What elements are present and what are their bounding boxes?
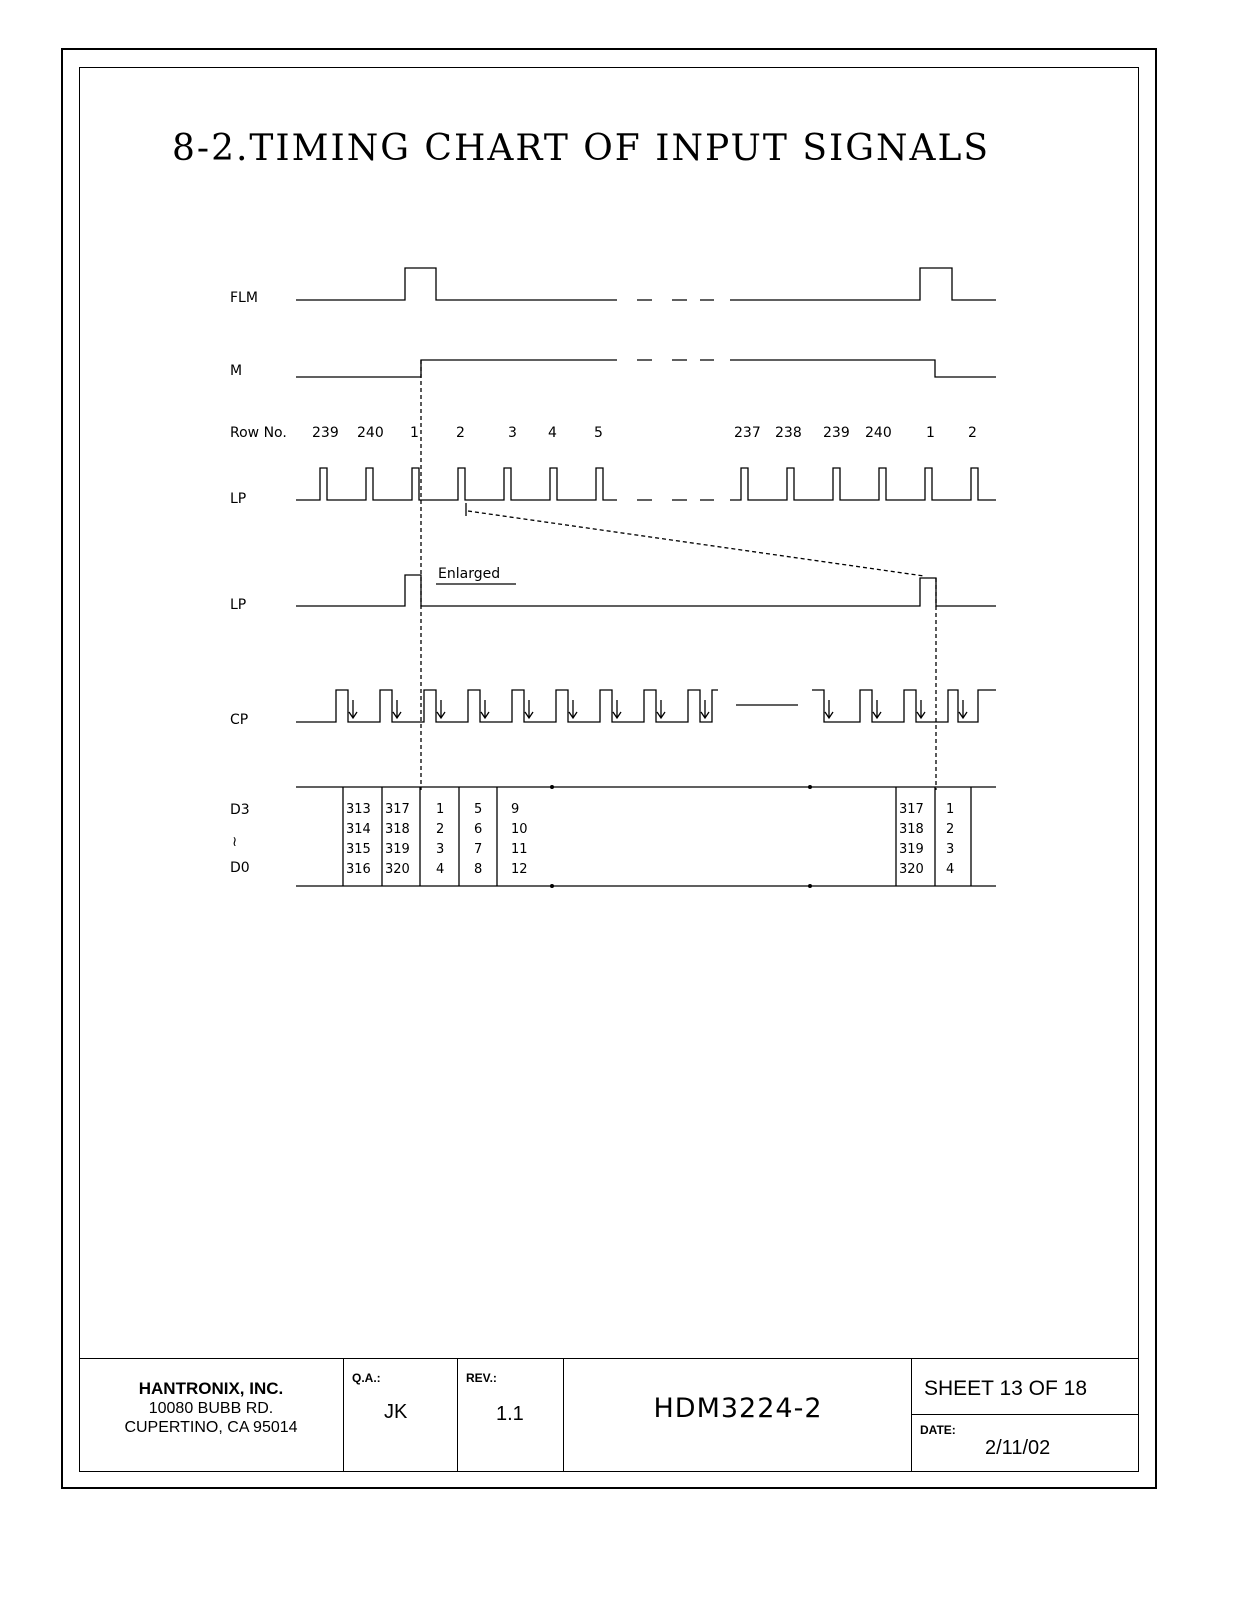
qa-label: Q.A.: <box>352 1371 381 1385</box>
svg-text:1: 1 <box>436 802 445 817</box>
lp-waveform <box>296 468 996 500</box>
row-number: 2 <box>456 425 465 441</box>
svg-text:4: 4 <box>436 862 445 877</box>
company-name: HANTRONIX, INC. <box>138 1379 284 1398</box>
row-number: 240 <box>357 425 384 441</box>
label-row-no: Row No. <box>230 425 287 441</box>
enlarged-label: Enlarged <box>438 566 501 582</box>
row-number: 239 <box>823 425 850 441</box>
svg-text:317: 317 <box>385 802 410 817</box>
bus-dots <box>550 785 812 888</box>
label-tilde: ≀ <box>232 834 238 850</box>
title-block <box>79 1358 1139 1472</box>
svg-text:11: 11 <box>511 842 528 857</box>
company-address-line1: 10080 BUBB RD. <box>148 1400 274 1417</box>
m-waveform <box>296 360 996 377</box>
label-lp: LP <box>230 491 247 507</box>
date-value: 2/11/02 <box>985 1437 1051 1459</box>
row-number: 240 <box>865 425 892 441</box>
sheet-number: SHEET 13 OF 18 <box>924 1377 1088 1400</box>
data-cell-313 <box>346 802 371 877</box>
page-title: 8-2.TIMING CHART OF INPUT SIGNALS <box>172 128 991 169</box>
label-m: M <box>230 363 243 379</box>
data-cell-317 <box>385 802 410 877</box>
svg-text:319: 319 <box>385 842 410 857</box>
row-number: 3 <box>508 425 517 441</box>
row-number: 1 <box>410 425 419 441</box>
flm-waveform <box>296 268 996 300</box>
row-number: 2 <box>968 425 977 441</box>
svg-text:316: 316 <box>346 862 371 877</box>
enlarge-guide-line <box>468 511 924 576</box>
cp-arrows <box>349 700 967 718</box>
label-cp: CP <box>230 712 249 728</box>
data-cell-5 <box>474 802 482 877</box>
data-cell-1 <box>436 802 444 877</box>
lp-enlarged-waveform <box>296 575 996 606</box>
row-number: 238 <box>775 425 802 441</box>
svg-text:3: 3 <box>946 842 955 857</box>
svg-text:7: 7 <box>474 842 483 857</box>
svg-text:2: 2 <box>946 822 955 837</box>
rev-value: 1.1 <box>496 1403 524 1425</box>
row-number: 237 <box>734 425 761 441</box>
sheet-cell <box>912 1359 1138 1415</box>
svg-text:313: 313 <box>346 802 371 817</box>
row-number: 239 <box>312 425 339 441</box>
data-cell-1-right <box>946 802 954 877</box>
svg-text:3: 3 <box>436 842 445 857</box>
svg-text:318: 318 <box>385 822 410 837</box>
company-cell <box>79 1359 344 1472</box>
date-cell <box>912 1415 1138 1472</box>
svg-text:315: 315 <box>346 842 371 857</box>
svg-text:10: 10 <box>511 822 528 837</box>
label-d0: D0 <box>230 860 250 876</box>
rev-label: REV.: <box>466 1371 497 1385</box>
svg-text:4: 4 <box>946 862 955 877</box>
svg-text:317: 317 <box>899 802 924 817</box>
company-address-line2: CUPERTINO, CA 95014 <box>124 1419 298 1436</box>
svg-text:318: 318 <box>899 822 924 837</box>
svg-text:320: 320 <box>899 862 924 877</box>
qa-value: JK <box>384 1401 408 1423</box>
date-label: DATE: <box>920 1423 956 1437</box>
svg-text:5: 5 <box>474 802 483 817</box>
data-cell-317-right <box>899 802 924 877</box>
qa-cell <box>344 1359 458 1472</box>
row-number: 1 <box>926 425 935 441</box>
label-d3: D3 <box>230 802 250 818</box>
svg-text:6: 6 <box>474 822 483 837</box>
cp-waveform <box>296 690 996 722</box>
svg-text:2: 2 <box>436 822 445 837</box>
row-number: 4 <box>548 425 557 441</box>
rev-cell <box>458 1359 564 1472</box>
part-number-cell <box>564 1359 912 1472</box>
svg-text:12: 12 <box>511 862 528 877</box>
svg-text:9: 9 <box>511 802 520 817</box>
svg-text:320: 320 <box>385 862 410 877</box>
label-lp-enlarged: LP <box>230 597 247 613</box>
svg-text:8: 8 <box>474 862 483 877</box>
svg-text:319: 319 <box>899 842 924 857</box>
svg-text:1: 1 <box>946 802 955 817</box>
svg-text:314: 314 <box>346 822 371 837</box>
data-cell-9 <box>511 802 528 877</box>
label-flm: FLM <box>230 290 258 306</box>
row-number: 5 <box>594 425 603 441</box>
part-number: HDM3224-2 <box>653 1393 823 1424</box>
